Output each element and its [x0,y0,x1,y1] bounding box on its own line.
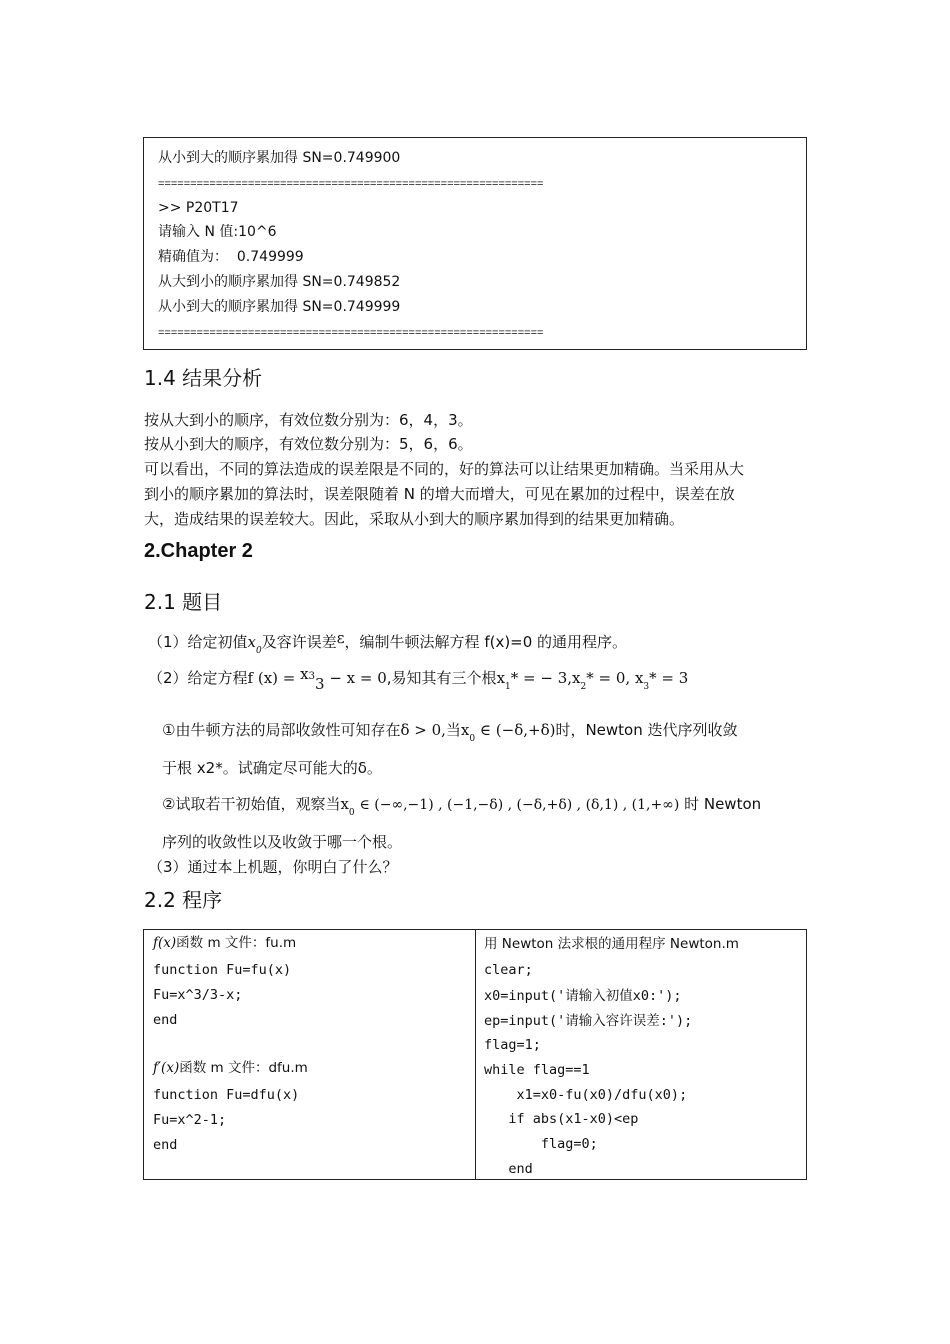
item-text: ,易知其有三个根 [386,669,497,687]
math-x0 [340,795,355,818]
section-heading-2-1: 2.1 题目 [144,590,223,614]
math-function: f(x) [153,935,177,951]
code-line: ep=input('请输入容许误差:'); [484,1013,693,1029]
item-text: ①由牛顿方法的局部收敛性可知存在 [162,721,401,739]
paragraph: 大，造成结果的误差较大。因此，采取从小到大的顺序累加得到的结果更加精确。 [144,510,685,528]
paragraph: 按从大到小的顺序，有效位数分别为：6，4，3。 [144,411,473,429]
root-var: x [634,669,644,687]
output-line: 从小到大的顺序累加得 SN=0.749999 [158,299,401,315]
math-epsilon: ε [336,629,345,647]
item-text: ，编制牛顿法解方程 f(x)=0 的通用程序。 [344,633,628,651]
item-text: （2）给定方程 [148,669,248,687]
file-title [153,1060,308,1076]
math-var: x [247,633,257,651]
code-line: if abs(x1-x0)<ep [484,1111,639,1127]
output-line: 请输入 N 值:10^6 [158,224,277,240]
section-heading-1-4: 1.4 结果分析 [144,366,263,390]
root-var: x [572,669,581,687]
output-separator: ============================================================ [158,178,544,190]
eq-part: 3 [315,675,325,693]
question-item-2 [148,665,689,693]
root-subscript: 2 [580,682,587,692]
table-divider [475,930,476,1179]
item-text: 时 Newton [684,795,762,813]
math-subscript: 0 [469,734,476,744]
math-subscript: 0 [348,808,355,818]
code-line: while flag==1 [484,1062,590,1078]
item-text: 当 [445,721,461,739]
code-line: function Fu=fu(x) [153,962,292,978]
file-title-text: 函数 m 文件：fu.m [176,935,297,951]
sub-question-1-line2: 于根 x2*。试确定尽可能大的δ。 [162,759,382,777]
output-line: 从大到小的顺序累加得 SN=0.749852 [158,274,401,290]
paragraph: 可以看出，不同的算法造成的误差限是不同的，好的算法可以让结果更加精确。当采用从大 [144,460,745,478]
root-var: x [496,669,506,687]
chapter-heading: 2.Chapter 2 [144,540,253,562]
code-line: x0=input('请输入初值x0:'); [484,988,682,1004]
paragraph: 按从小到大的顺序，有效位数分别为：5，6，6。 [144,435,473,453]
item-text: 及容许误差 [261,633,337,651]
eq-part: 3 [308,671,315,682]
file-title [153,935,296,951]
math-var: x [340,795,349,813]
output-line: 从小到大的顺序累加得 SN=0.749900 [158,150,401,166]
sub-question-2-line2: 序列的收敛性以及收敛于哪一个根。 [162,833,403,851]
code-line: flag=0; [484,1136,598,1152]
code-table [143,929,807,1180]
code-line: x1=x0-fu(x0)/dfu(x0); [484,1087,688,1103]
code-line: clear; [484,962,533,978]
roots [496,669,689,692]
item-text: 时，Newton 迭代序列收敛 [555,721,738,739]
root-value: * = 3 [649,669,689,687]
question-item-1 [148,629,628,656]
root-value: * = 0, [586,669,631,687]
code-line: Fu=x^3/3-x; [153,987,243,1003]
file-title: 用 Newton 法求根的通用程序 Newton.m [484,936,739,952]
math-var: x [460,721,470,739]
output-line: >> P20T17 [158,200,239,216]
equation [248,665,387,693]
code-line: end [484,1161,533,1177]
code-line: end [153,1137,178,1153]
math-subscript: 0 [256,646,262,656]
sub-question-1 [162,720,738,743]
interval: ∈ (−δ,+δ) [479,721,556,739]
console-output-box [143,137,807,350]
math-x0 [460,721,476,744]
root-subscript: 1 [505,682,511,692]
eq-part: − x = 0 [329,669,387,687]
code-line: Fu=x^2-1; [153,1112,227,1128]
section-heading-2-2: 2.2 程序 [144,888,223,912]
delta-condition: δ > 0, [400,721,446,739]
math-x0 [247,633,262,656]
item-text: （1）给定初值 [148,633,248,651]
code-line: flag=1; [484,1037,541,1053]
code-line: end [153,1012,178,1028]
question-item-3: （3）通过本上机题，你明白了什么？ [148,858,398,876]
code-line: function Fu=dfu(x) [153,1087,300,1103]
root-value: * = − 3, [510,669,573,687]
output-line: 精确值为： 0.749999 [158,249,304,265]
eq-part: f (x) = [247,669,296,687]
item-text: ②试取若干初始值，观察当 [162,795,341,813]
intervals: ∈ (−∞,−1) , (−1,−δ) , (−δ,+δ) , (δ,1) , (1,+∞) [359,797,680,813]
math-function: f′(x) [153,1060,180,1076]
paragraph: 到小的顺序累加的算法时，误差限随着 N 的增大而增大，可见在累加的过程中，误差在放 [144,485,735,503]
sub-question-2 [162,794,761,817]
output-separator: ============================================================ [158,327,544,339]
root-subscript: 3 [643,682,650,692]
eq-part: x [300,665,309,683]
file-title-text: 函数 m 文件：dfu.m [179,1060,308,1076]
